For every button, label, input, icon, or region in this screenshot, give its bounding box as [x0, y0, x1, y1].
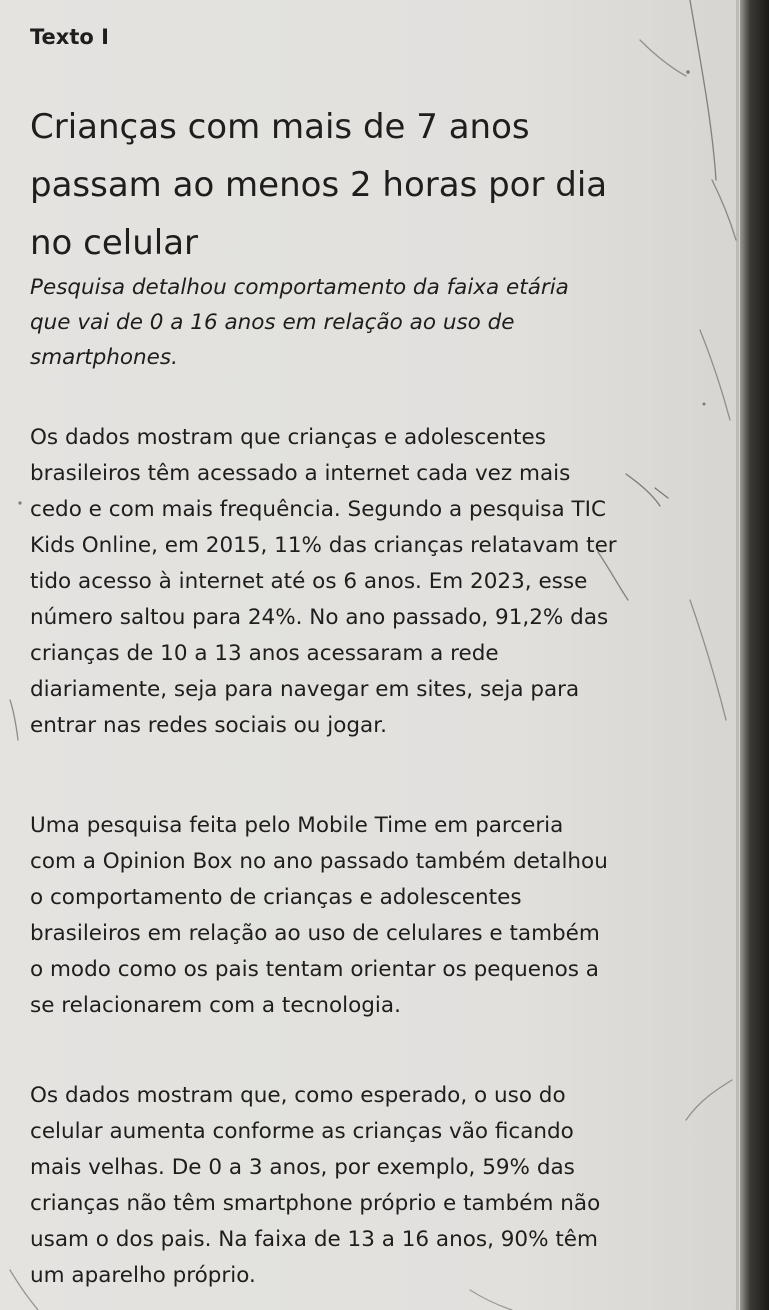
- paragraph-line: crianças não têm smartphone próprio e também não: [30, 1191, 601, 1216]
- paragraph-2: [30, 808, 730, 1024]
- paragraph-line: o comportamento de crianças e adolescentes: [30, 885, 522, 910]
- headline-line: no celular: [30, 223, 199, 263]
- paragraph-1: [30, 420, 730, 744]
- paragraph-line: o modo como os pais tentam orientar os pequenos a: [30, 957, 599, 982]
- paragraph-line: cedo e com mais frequência. Segundo a pesquisa TIC: [30, 497, 606, 522]
- headline-line: passam ao menos 2 horas por dia: [30, 165, 608, 205]
- lede-line: que vai de 0 a 16 anos em relação ao uso de: [30, 310, 515, 335]
- paragraph-line: um aparelho próprio.: [30, 1263, 256, 1288]
- paragraph-line: brasileiros têm acessado a internet cada vez mais: [30, 461, 571, 486]
- paragraph-line: Uma pesquisa feita pelo Mobile Time em parceria: [30, 813, 564, 838]
- headline: [30, 98, 720, 272]
- paragraph-line: usam o dos pais. Na faixa de 13 a 16 anos, 90% têm: [30, 1227, 598, 1252]
- paragraph-line: Os dados mostram que, como esperado, o uso do: [30, 1083, 566, 1108]
- text-label: Texto I: [30, 25, 109, 49]
- paragraph-3: [30, 1078, 730, 1294]
- paragraph-line: número saltou para 24%. No ano passado, 91,2% das: [30, 605, 609, 630]
- page-edge-line: [736, 0, 739, 1310]
- paragraph-line: com a Opinion Box no ano passado também detalhou: [30, 849, 608, 874]
- paragraph-line: se relacionarem com a tecnologia.: [30, 993, 401, 1018]
- paragraph-line: brasileiros em relação ao uso de celulares e também: [30, 921, 600, 946]
- paragraph-line: entrar nas redes sociais ou jogar.: [30, 713, 387, 738]
- paragraph-line: Os dados mostram que crianças e adolescentes: [30, 425, 546, 450]
- lede-line: smartphones.: [30, 345, 178, 370]
- paragraph-line: mais velhas. De 0 a 3 anos, por exemplo, 59% das: [30, 1155, 575, 1180]
- page-edge-shadow: [740, 0, 769, 1310]
- paragraph-line: diariamente, seja para navegar em sites, seja para: [30, 677, 580, 702]
- paragraph-line: crianças de 10 a 13 anos acessaram a rede: [30, 641, 499, 666]
- lede-line: Pesquisa detalhou comportamento da faixa etária: [30, 275, 569, 300]
- paragraph-line: celular aumenta conforme as crianças vão ficando: [30, 1119, 574, 1144]
- lede: [30, 270, 730, 375]
- paragraph-line: Kids Online, em 2015, 11% das crianças relatavam ter: [30, 533, 617, 558]
- headline-line: Crianças com mais de 7 anos: [30, 107, 530, 147]
- paragraph-line: tido acesso à internet até os 6 anos. Em 2023, esse: [30, 569, 588, 594]
